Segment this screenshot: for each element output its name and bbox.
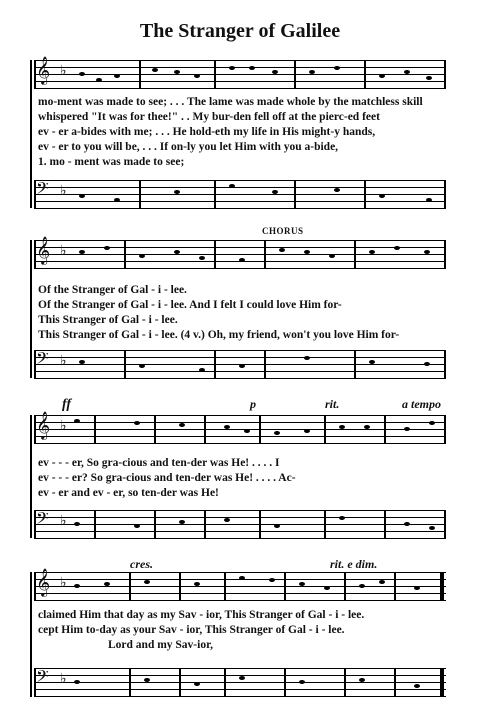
bass-clef-icon: 𝄢 <box>36 178 49 202</box>
treble-staff-2 <box>34 236 446 268</box>
flat-icon: ♭ <box>60 575 67 591</box>
chorus-label: CHORUS <box>262 226 304 236</box>
treble-staff-1 <box>34 56 446 88</box>
treble-clef-icon: 𝄞 <box>36 236 51 264</box>
final-barline <box>440 668 444 697</box>
bass-clef-icon: 𝄢 <box>36 508 49 532</box>
dynamic-p: p <box>250 397 256 411</box>
tempo-a-tempo: a tempo <box>402 397 441 411</box>
tempo-rit-e-dim: rit. e dim. <box>330 557 378 571</box>
tempo-rit: rit. <box>325 397 340 411</box>
treble-clef-icon: 𝄞 <box>36 411 51 439</box>
bass-clef-icon: 𝄢 <box>36 666 49 690</box>
lyric-line: cept Him to-day as your Sav - ior, This Stranger of Gal - i - lee. <box>38 624 345 636</box>
hymn-title: The Stranger of Galilee <box>139 20 341 42</box>
treble-clef-icon: 𝄞 <box>36 568 51 596</box>
lyrics-block-2 <box>38 283 448 343</box>
flat-icon: ♭ <box>60 243 67 259</box>
lyrics-block-4 <box>38 608 448 653</box>
flat-icon: ♭ <box>60 418 67 434</box>
lyric-line: ev - - - er, So gra-cious and ten-der was He! . . . . I <box>38 457 280 469</box>
lyric-line: This Stranger of Gal - i - lee. <box>38 314 178 326</box>
flat-icon: ♭ <box>60 63 67 79</box>
lyric-line: whispered "It was for thee!" . . My bur-den fell off at the pierc-ed feet <box>38 111 380 123</box>
lyric-line: This Stranger of Gal - i - lee. (4 v.) Oh, my friend, won't you love Him for- <box>38 329 400 341</box>
flat-icon: ♭ <box>60 183 67 199</box>
bass-staff-3 <box>34 510 446 538</box>
treble-staff-3 <box>34 411 446 443</box>
lyrics-block-1 <box>38 95 448 170</box>
lyric-line: mo-ment was made to see; . . . The lame was made whole by the matchless skill <box>38 96 423 108</box>
lyrics-block-3 <box>38 456 448 501</box>
lyric-line: Of the Stranger of Gal - i - lee. And I felt I could love Him for- <box>38 299 342 311</box>
treble-clef-icon: 𝄞 <box>36 56 51 84</box>
lyric-line: ev - er and ev - er, so ten-der was He! <box>38 487 219 499</box>
lyric-line: ev - er a-bides with me; . . . He hold-eth my life in His might-y hands, <box>38 126 376 138</box>
treble-staff-4 <box>34 568 446 600</box>
flat-icon: ♭ <box>60 513 67 529</box>
bass-staff-2 <box>34 350 446 378</box>
lyric-line: Lord and my Sav-ior, <box>108 639 214 651</box>
bass-clef-icon: 𝄢 <box>36 348 49 372</box>
bass-staff-1 <box>34 180 446 208</box>
lyric-line: claimed Him that day as my Sav - ior, This Stranger of Gal - i - lee. <box>38 609 365 621</box>
bass-staff-4 <box>34 668 446 696</box>
flat-icon: ♭ <box>60 353 67 369</box>
dynamic-ff: ff <box>62 397 72 412</box>
lyric-line: 1. mo - ment was made to see; <box>38 156 185 168</box>
lyric-line: ev - er to you will be, . . . If on-ly you let Him with you a-bide, <box>38 141 339 153</box>
lyric-line: Of the Stranger of Gal - i - lee. <box>38 284 187 296</box>
dynamic-cres: cres. <box>130 557 153 571</box>
flat-icon: ♭ <box>60 671 67 687</box>
final-barline <box>440 572 444 601</box>
lyric-line: ev - - - er? So gra-cious and ten-der was He! . . . . Ac- <box>38 472 296 484</box>
